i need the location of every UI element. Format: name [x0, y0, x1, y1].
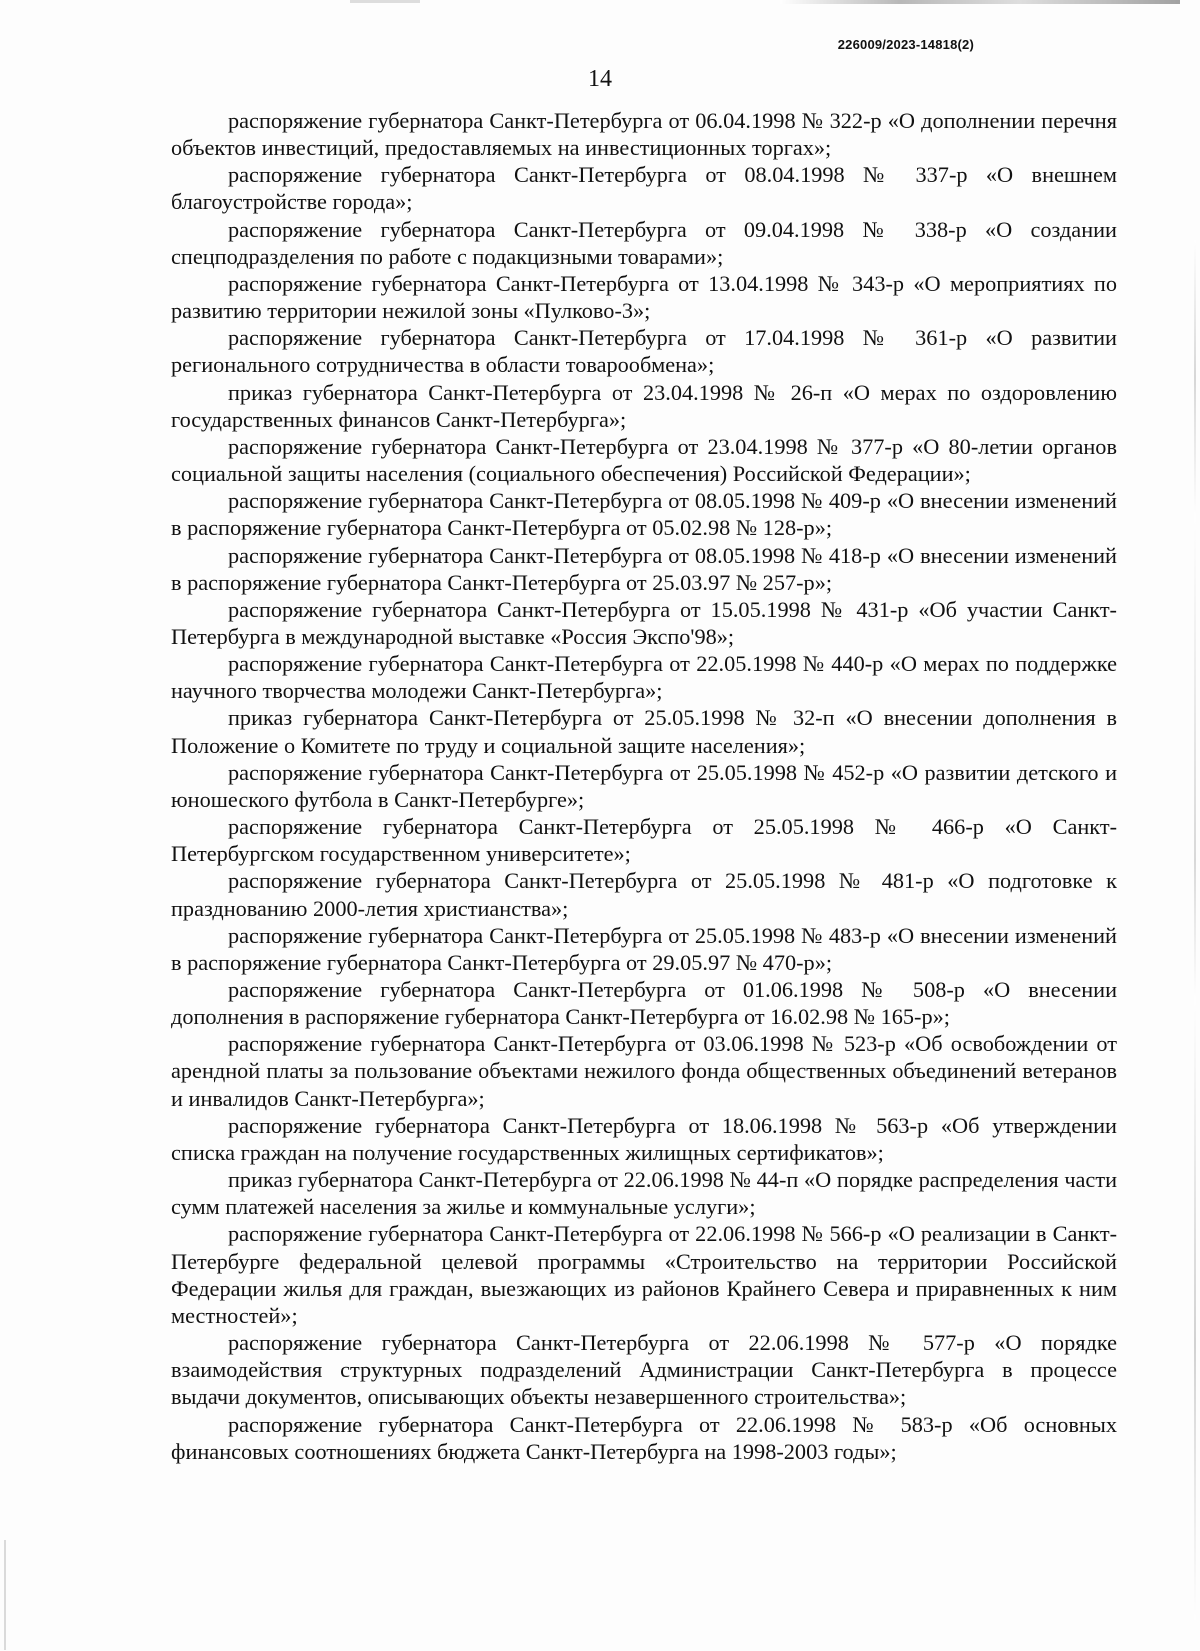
- list-item: распоряжение губернатора Санкт-Петербурга от 17.04.1998 № 361-р «О развитии регионального сотрудничества в области товарообмена»;: [171, 325, 1117, 378]
- list-item: распоряжение губернатора Санкт-Петербурга от 22.06.1998 № 566-р «О реализации в Санкт-Петербурге федеральной целевой программы «Строительство на территории Российской Федерации жилья для граждан, выезжающих из районов Крайнего Севера и приравненных к ним местностей»;: [171, 1221, 1117, 1328]
- list-item: распоряжение губернатора Санкт-Петербурга от 03.06.1998 № 523-р «Об освобождении от арендной платы за пользование объектами нежилого фонда общественных объединений ветеранов и инвалидов Санкт-Петербурга»;: [171, 1031, 1117, 1111]
- list-item: распоряжение губернатора Санкт-Петербурга от 22.06.1998 № 583-р «Об основных финансовых соотношениях бюджета Санкт-Петербурга на 1998-2003 годы»;: [171, 1411, 1117, 1464]
- list-item: распоряжение губернатора Санкт-Петербурга от 22.06.1998 № 577-р «О порядке взаимодействия структурных подразделений Администрации Санкт-Петербурга в процессе выдачи документов, описывающих объекты незавершенного строительства»;: [171, 1330, 1117, 1410]
- scan-artifact-right-edge: [1194, 240, 1196, 1620]
- list-item: распоряжение губернатора Санкт-Петербурга от 09.04.1998 № 338-р «О создании спецподразделения по работе с подакцизными товарами»;: [171, 216, 1117, 269]
- list-item: распоряжение губернатора Санкт-Петербурга от 08.05.1998 № 409-р «О внесении изменений в распоряжение губернатора Санкт-Петербурга от 05.02.98 № 128-р»;: [171, 488, 1117, 541]
- list-item: распоряжение губернатора Санкт-Петербурга от 08.05.1998 № 418-р «О внесении изменений в распоряжение губернатора Санкт-Петербурга от 25.03.97 № 257-р»;: [171, 542, 1117, 595]
- list-item: распоряжение губернатора Санкт-Петербурга от 25.05.1998 № 481-р «О подготовке к празднованию 2000-летия христианства»;: [171, 868, 1117, 921]
- list-item: распоряжение губернатора Санкт-Петербурга от 25.05.1998 № 466-р «О Санкт-Петербургском государственном университете»;: [171, 814, 1117, 867]
- list-item: распоряжение губернатора Санкт-Петербурга от 13.04.1998 № 343-р «О мероприятиях по развитию территории нежилой зоны «Пулково-3»;: [171, 270, 1117, 324]
- scan-artifact-top-left: [350, 0, 420, 3]
- list-item: приказ губернатора Санкт-Петербурга от 23.04.1998 № 26-п «О мерах по оздоровлению государственных финансов Санкт-Петербурга»;: [171, 379, 1117, 432]
- document-registration-number: 226009/2023-14818(2): [837, 37, 974, 52]
- list-item: распоряжение губернатора Санкт-Петербурга от 25.05.1998 № 452-р «О развитии детского и юношеского футбола в Санкт-Петербурге»;: [171, 759, 1117, 812]
- list-item: приказ губернатора Санкт-Петербурга от 25.05.1998 № 32-п «О внесении дополнения в Положение о Комитете по труду и социальной защите населения»;: [171, 705, 1117, 758]
- list-item: распоряжение губернатора Санкт-Петербурга от 18.06.1998 № 563-р «Об утверждении списка граждан на получение государственных жилищных сертификатов»;: [171, 1112, 1117, 1165]
- list-item: распоряжение губернатора Санкт-Петербурга от 06.04.1998 № 322-р «О дополнении перечня объектов инвестиций, предоставляемых на инвестиционных торгах»;: [171, 108, 1117, 161]
- list-item: распоряжение губернатора Санкт-Петербурга от 15.05.1998 № 431-р «Об участии Санкт-Петербурга в международной выставке «Россия Экспо'98»;: [171, 596, 1117, 649]
- list-item: распоряжение губернатора Санкт-Петербурга от 25.05.1998 № 483-р «О внесении изменений в распоряжение губернатора Санкт-Петербурга от 29.05.97 № 470-р»;: [171, 922, 1117, 975]
- list-item: распоряжение губернатора Санкт-Петербурга от 08.04.1998 № 337-р «О внешнем благоустройстве города»;: [171, 162, 1117, 215]
- scan-artifact-top: [780, 0, 1180, 4]
- list-item: приказ губернатора Санкт-Петербурга от 22.06.1998 № 44-п «О порядке распределения части сумм платежей населения за жилье и коммунальные услуги»;: [171, 1167, 1117, 1220]
- list-item: распоряжение губернатора Санкт-Петербурга от 23.04.1998 № 377-р «О 80-летии органов социальной защиты населения (социального обеспечения) Российской Федерации»;: [171, 433, 1117, 487]
- list-item: распоряжение губернатора Санкт-Петербурга от 01.06.1998 № 508-р «О внесении дополнения в распоряжение губернатора Санкт-Петербурга от 16.02.98 № 165-р»;: [171, 977, 1117, 1030]
- list-item: распоряжение губернатора Санкт-Петербурга от 22.05.1998 № 440-р «О мерах по поддержке научного творчества молодежи Санкт-Петербурга»;: [171, 651, 1117, 704]
- document-body: [171, 107, 1117, 1465]
- scan-artifact-left-edge: [4, 1540, 6, 1650]
- page-number: 14: [588, 66, 612, 92]
